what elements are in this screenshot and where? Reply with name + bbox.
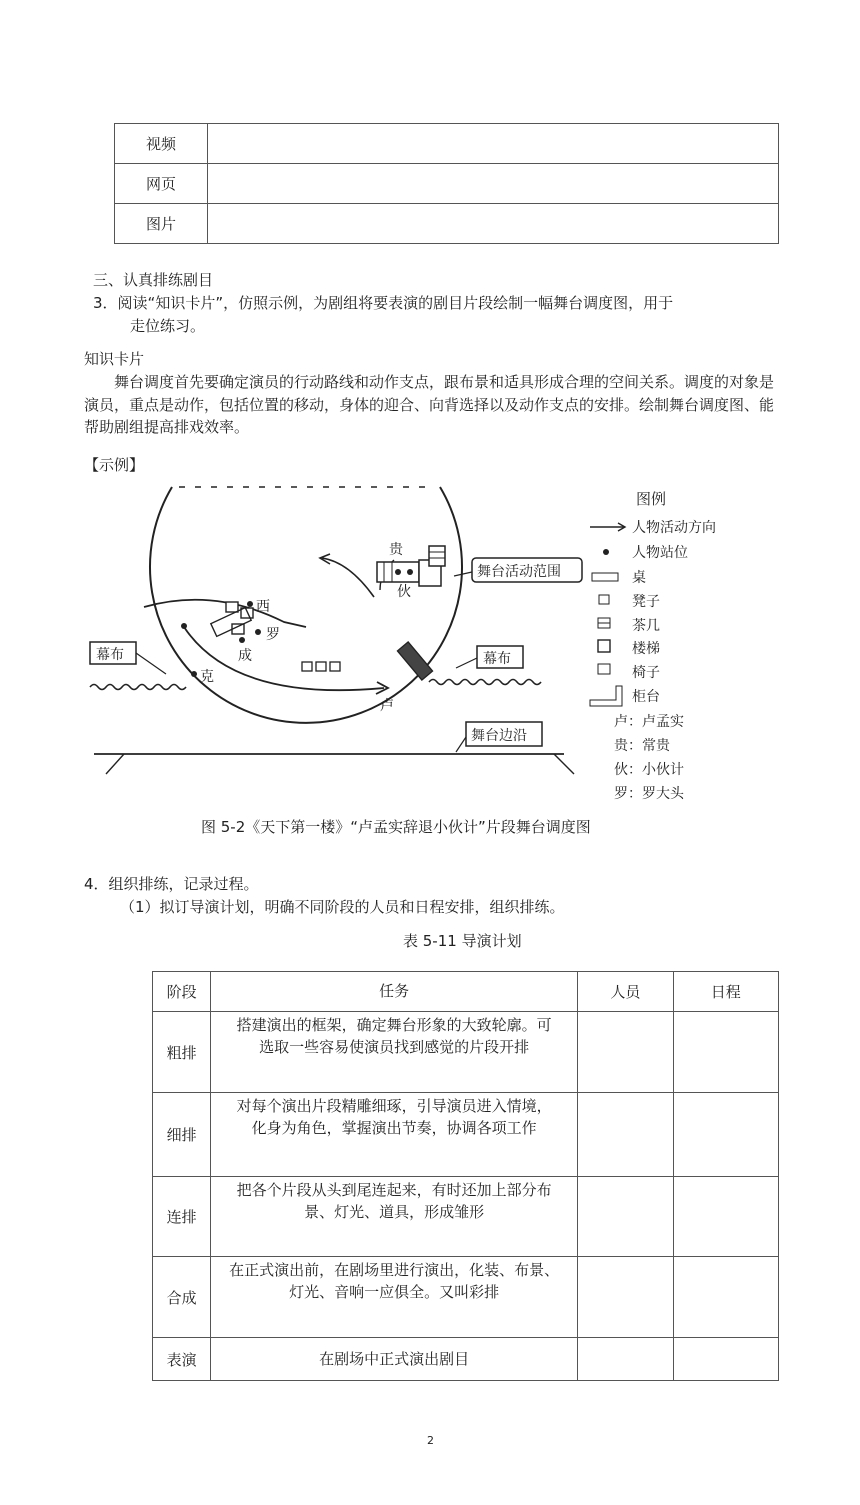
char-huo: 伙 [397, 584, 411, 600]
stage-cell: 连排 [153, 1177, 211, 1257]
table-icon [592, 573, 618, 581]
counter-icon [590, 686, 622, 706]
stage-cell: 细排 [153, 1093, 211, 1177]
stage-diagram [84, 482, 784, 808]
schedule-cell [673, 1012, 778, 1093]
schedule-cell [673, 1338, 778, 1381]
task-cell [211, 1093, 578, 1177]
legend-item-label: 人物站位 [632, 545, 688, 561]
legend-abbrev: 罗：罗大头 [614, 786, 684, 802]
char-luo: 罗 [266, 627, 280, 643]
people-cell [578, 1338, 674, 1381]
table-row [115, 124, 779, 164]
stairs-icon [598, 640, 610, 652]
legend-item-label: 凳子 [632, 594, 660, 610]
chair-icon [598, 664, 610, 674]
table-row [115, 204, 779, 244]
page-number: 2 [427, 1434, 434, 1447]
header-stage: 阶段 [153, 972, 211, 1012]
task-line: 把各个片段从头到尾连起来，有时还加上部分布 [236, 1181, 552, 1199]
curtain-left-wave [90, 685, 186, 690]
legend-item-label: 桌 [632, 570, 646, 586]
dot-icon [603, 549, 609, 555]
boundary-curve [144, 600, 306, 627]
schedule-cell [673, 1093, 778, 1177]
stool-icon [599, 595, 609, 604]
people-cell [578, 1093, 674, 1177]
row-label: 图片 [115, 204, 208, 244]
task-line: 景、灯光、道具，形成雏形 [304, 1203, 485, 1221]
row-value [208, 124, 779, 164]
curtain-right-label: 幕布 [483, 651, 511, 667]
item3-line2: 走位练习。 [130, 317, 206, 335]
legend-abbrev: 贵：常贵 [614, 738, 670, 754]
task-cell [211, 1338, 578, 1381]
curtain-left-label: 幕布 [96, 647, 124, 663]
table-row [153, 1012, 779, 1093]
legend-item-label: 人物活动方向 [632, 520, 716, 536]
people-cell [578, 1257, 674, 1338]
row-value [208, 204, 779, 244]
table-row [115, 164, 779, 204]
people-cell [578, 1177, 674, 1257]
curtain-right-wave [429, 680, 541, 685]
director-plan-table [152, 971, 779, 1381]
task-line: 灯光、音响一应俱全。又叫彩排 [289, 1283, 500, 1301]
table-row [153, 1093, 779, 1177]
knowledge-card-body: 舞台调度首先要确定演员的行动路线和动作支点，跟布景和适具形成合理的空间关系。调度的对象是演员，重点是动作，包括位置的移动，身体的迎合、向背选择以及动作支点的安排。绘制舞台调度图、能帮助剧组提高排戏效率。 [84, 373, 775, 436]
task-line: 对每个演出片段精雕细琢，引导演员进入情境， [236, 1097, 552, 1115]
legend-item-label: 柜台 [632, 689, 660, 705]
stage-range-label: 舞台活动范围 [477, 564, 561, 580]
table-row [153, 1257, 779, 1338]
task-line: 在正式演出前，在剧场里进行演出，化装、布景、 [229, 1261, 560, 1279]
task-line: 选取一些容易使演员找到感觉的片段开排 [259, 1038, 530, 1056]
task-line: 搭建演出的框架，确定舞台形象的大致轮廓。可 [236, 1016, 552, 1034]
task-cell [211, 1257, 578, 1338]
header-schedule: 日程 [673, 972, 778, 1012]
movement-arrow-main [184, 627, 384, 690]
legend-abbrev: 伙：小伙计 [614, 762, 684, 778]
stage-cell: 粗排 [153, 1012, 211, 1093]
table-header-row [153, 972, 779, 1012]
row-value [208, 164, 779, 204]
header-people: 人员 [578, 972, 674, 1012]
stage-edge-label: 舞台边沿 [471, 728, 527, 744]
section-heading: 三、认真排练剧目 [93, 271, 214, 289]
table-row [153, 1177, 779, 1257]
row-label: 视频 [115, 124, 208, 164]
task-line: 化身为角色，掌握演出节奏，协调各项工作 [251, 1119, 537, 1137]
stairs-furniture [429, 546, 445, 566]
stage-cell: 表演 [153, 1338, 211, 1381]
legend-title: 图例 [636, 490, 667, 508]
item4-line1: 4．组织排练，记录过程。 [84, 875, 259, 893]
table-caption: 表 5-11 导演计划 [403, 932, 522, 950]
legend-abbrev: 卢：卢孟实 [614, 714, 684, 730]
row-label: 网页 [115, 164, 208, 204]
task-cell [211, 1177, 578, 1257]
task-line: 在剧场中正式演出剧目 [319, 1349, 470, 1368]
people-cell [578, 1012, 674, 1093]
knowledge-card-title: 知识卡片 [84, 350, 145, 368]
legend-item-label: 椅子 [632, 665, 660, 681]
resource-table [114, 123, 779, 244]
stage-circle [150, 487, 462, 723]
schedule-cell [673, 1257, 778, 1338]
char-gui: 贵 [389, 542, 403, 558]
schedule-cell [673, 1177, 778, 1257]
header-task: 任务 [211, 972, 578, 1012]
char-lu: 卢 [380, 698, 394, 714]
legend-item-label: 楼梯 [632, 641, 660, 657]
char-ke: 克 [200, 669, 214, 685]
char-cheng: 成 [238, 648, 252, 664]
item3-line1: 3．阅读“知识卡片”，仿照示例，为剧组将要表演的剧目片段绘制一幅舞台调度图，用于 [93, 294, 674, 312]
diagram-caption: 图 5-2《天下第一楼》“卢孟实辞退小伙计”片段舞台调度图 [201, 818, 591, 836]
table-row [153, 1338, 779, 1381]
stage-cell: 合成 [153, 1257, 211, 1338]
item4-sub1: （1）拟订导演计划，明确不同阶段的人员和日程安排，组织排练。 [120, 898, 565, 916]
task-cell [211, 1012, 578, 1093]
example-label: 【示例】 [84, 456, 145, 474]
char-xi: 西 [256, 599, 270, 615]
legend [590, 519, 716, 802]
legend-item-label: 茶几 [632, 618, 660, 634]
